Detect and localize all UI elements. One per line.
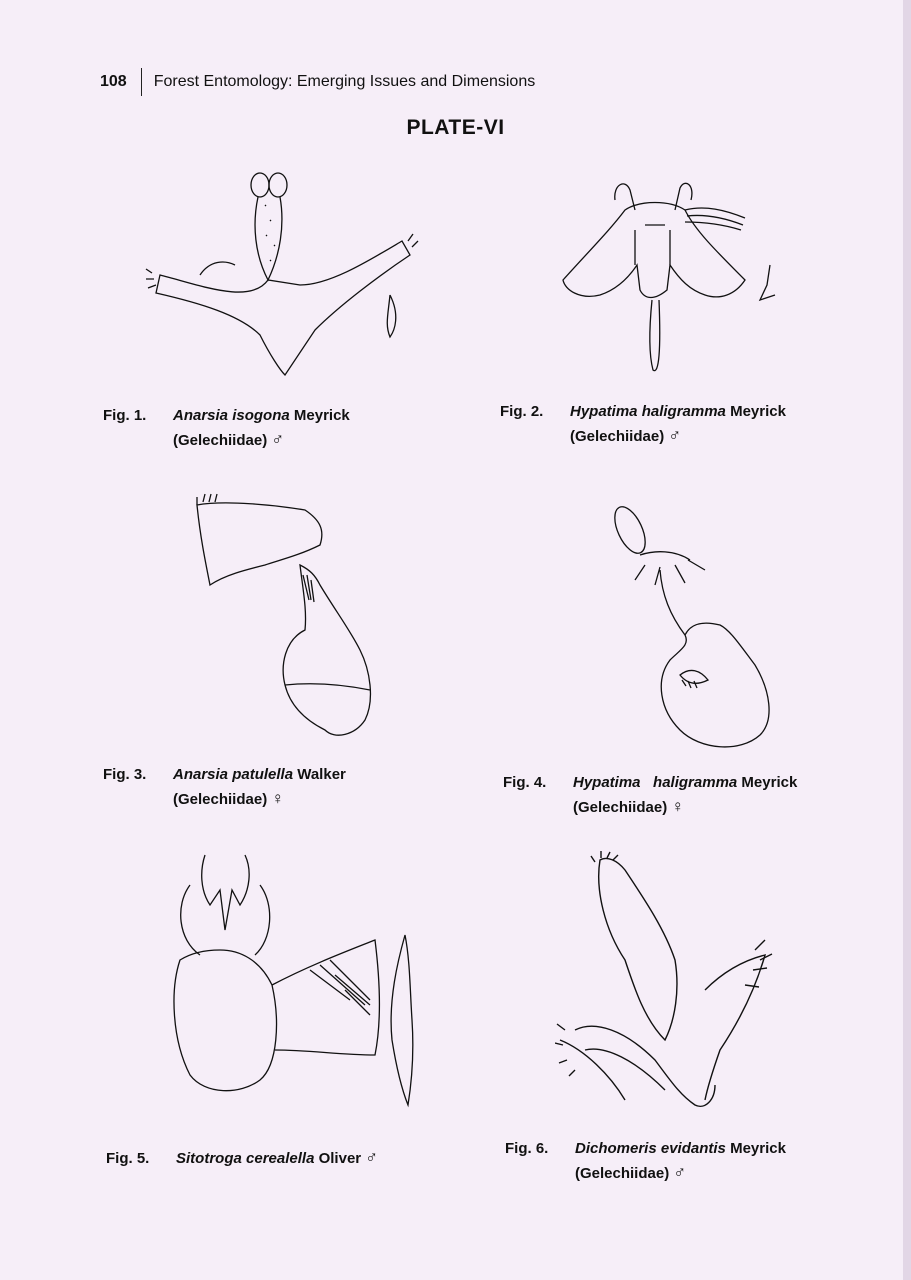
- figure-5-species: cerealella: [246, 1150, 315, 1167]
- figure-3-label: Fig. 3.: [103, 766, 147, 783]
- header-separator: [141, 68, 142, 96]
- figure-3-caption: [103, 763, 346, 812]
- figure-3-species: patulella: [232, 766, 294, 783]
- figure-1-drawing: [140, 165, 430, 385]
- book-title: Forest Entomology: Emerging Issues and Dimensions: [153, 73, 536, 90]
- figure-4-species: haligramma: [653, 774, 738, 791]
- figure-2-label: Fig. 2.: [500, 403, 544, 420]
- figure-4-label: Fig. 4.: [503, 774, 547, 791]
- figure-1-caption: [103, 404, 350, 453]
- figure-4-sex-symbol: ♀: [671, 797, 685, 816]
- figure-2-author: Meyrick: [730, 403, 786, 420]
- figure-1-family: (Gelechiidae): [173, 432, 268, 449]
- figure-1-species: isogona: [232, 407, 290, 424]
- figure-3-author: Walker: [297, 766, 346, 783]
- figure-3-family: (Gelechiidae): [173, 791, 268, 808]
- figure-6-author: Meyrick: [730, 1140, 786, 1157]
- figure-2-family: (Gelechiidae): [570, 428, 665, 445]
- figure-2-sex-symbol: ♂: [668, 426, 682, 445]
- plate-title: PLATE-VI: [406, 116, 505, 139]
- figure-3-genus: Anarsia: [173, 766, 229, 783]
- figure-1-label: Fig. 1.: [103, 407, 147, 424]
- figure-4-genus: Hypatima: [573, 774, 641, 791]
- figure-6-label: Fig. 6.: [505, 1140, 549, 1157]
- page-number: 108: [100, 73, 127, 90]
- figure-5-drawing: [160, 850, 435, 1115]
- figure-2-genus: Hypatima: [570, 403, 638, 420]
- figure-2-species: haligramma: [641, 403, 726, 420]
- figure-5-genus: Sitotroga: [176, 1150, 242, 1167]
- figure-3-sex-symbol: ♀: [271, 789, 285, 808]
- running-head: [100, 68, 535, 96]
- figure-4-drawing: [600, 495, 775, 755]
- figure-5-label: Fig. 5.: [106, 1150, 150, 1167]
- figure-6-drawing: [555, 850, 795, 1120]
- figure-1-genus: Anarsia: [173, 407, 229, 424]
- figure-6-family: (Gelechiidae): [575, 1165, 670, 1182]
- figure-5-caption: [106, 1146, 378, 1171]
- figure-4-caption: [503, 771, 797, 820]
- figure-4-author: Meyrick: [741, 774, 798, 791]
- figure-6-sex-symbol: ♂: [673, 1163, 687, 1182]
- figure-6-caption: [505, 1137, 786, 1186]
- figure-6-genus: Dichomeris: [575, 1140, 657, 1157]
- figure-5-sex-symbol: ♂: [365, 1148, 379, 1167]
- page-edge-shadow: [903, 0, 911, 1280]
- figure-2-caption: [500, 400, 786, 449]
- figure-3-drawing: [185, 490, 385, 755]
- figure-5-author: Oliver: [318, 1150, 362, 1167]
- figure-1-author: Meyrick: [293, 407, 350, 424]
- figure-4-family: (Gelechiidae): [573, 799, 668, 816]
- figure-2-drawing: [555, 170, 795, 380]
- figure-6-species: evidantis: [660, 1140, 726, 1157]
- figure-1-sex-symbol: ♂: [271, 430, 285, 449]
